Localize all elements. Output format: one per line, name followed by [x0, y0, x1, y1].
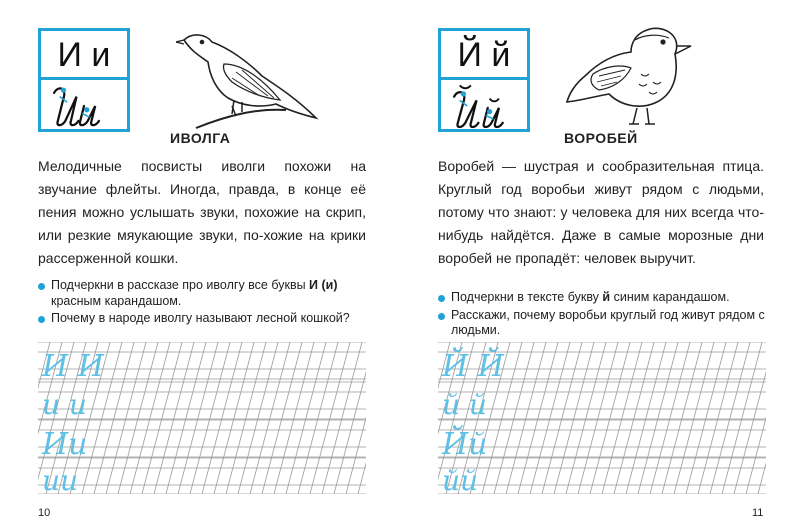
task-list-right	[438, 290, 768, 341]
letter-print-i: И и	[41, 31, 127, 80]
story-paragraph-oriole: Мелодичные посвисты иволги похожи на звучание флейты. Иногда, правда, в конце её пения можно услышать звуки, похожие на скрип, или резкие мяукающие звуки, по-хожие на крики рассерженной кошки.	[38, 158, 366, 266]
right-page	[400, 0, 800, 531]
script-letter-i-drawing	[41, 80, 127, 132]
letter-print-short-i: Й й	[441, 31, 527, 80]
letter-box-short-i	[438, 28, 530, 132]
copy-row-3: Ии	[42, 427, 88, 462]
copy-row-1: Й Й	[442, 349, 504, 384]
story-paragraph-sparrow: Воробей — шустрая и сообразительная птица. Круглый год воробьи живут рядом с людьми, потому что знают: у человека для них всегда что-нибудь найдётся. Даже в самые морозные дни воробей не пропадёт: человек выручит.	[438, 158, 764, 266]
task-list-left	[38, 278, 368, 329]
page-title-oriole: ИВОЛГА	[170, 130, 231, 146]
copybook-lines-left	[38, 342, 366, 494]
script-letter-short-i-drawing	[441, 80, 527, 132]
letter-script-i	[41, 80, 127, 132]
page-number-right: 11	[752, 507, 764, 519]
copy-row-2: и и	[42, 388, 87, 421]
copybook-lines-right	[438, 342, 766, 494]
copy-row-4: ии	[42, 464, 79, 494]
copy-row-2: й й	[442, 388, 487, 421]
page-title-sparrow: ВОРОБЕЙ	[564, 130, 638, 146]
task-item-1: Подчеркни в рассказе про иволгу все буквы И (и) красным карандашом.	[38, 278, 368, 309]
letter-script-short-i	[441, 80, 527, 132]
letter-box-i	[38, 28, 130, 132]
copy-row-1: И И	[42, 349, 104, 384]
copybook-grid-left[interactable]	[38, 342, 366, 494]
task-item-1: Подчеркни в тексте букву й синим карандашом.	[438, 290, 768, 306]
task-item-2: Расскажи, почему воробьи круглый год живут рядом с людьми.	[438, 308, 768, 339]
task-item-2: Почему в народе иволгу называют лесной кошкой?	[38, 311, 368, 327]
sparrow-icon	[565, 24, 695, 130]
page-number-left: 10	[38, 507, 51, 519]
copybook-grid-right[interactable]	[438, 342, 766, 494]
copy-row-3: Йй	[442, 427, 488, 462]
oriole-icon	[176, 24, 322, 136]
copy-row-4: йй	[442, 464, 479, 494]
